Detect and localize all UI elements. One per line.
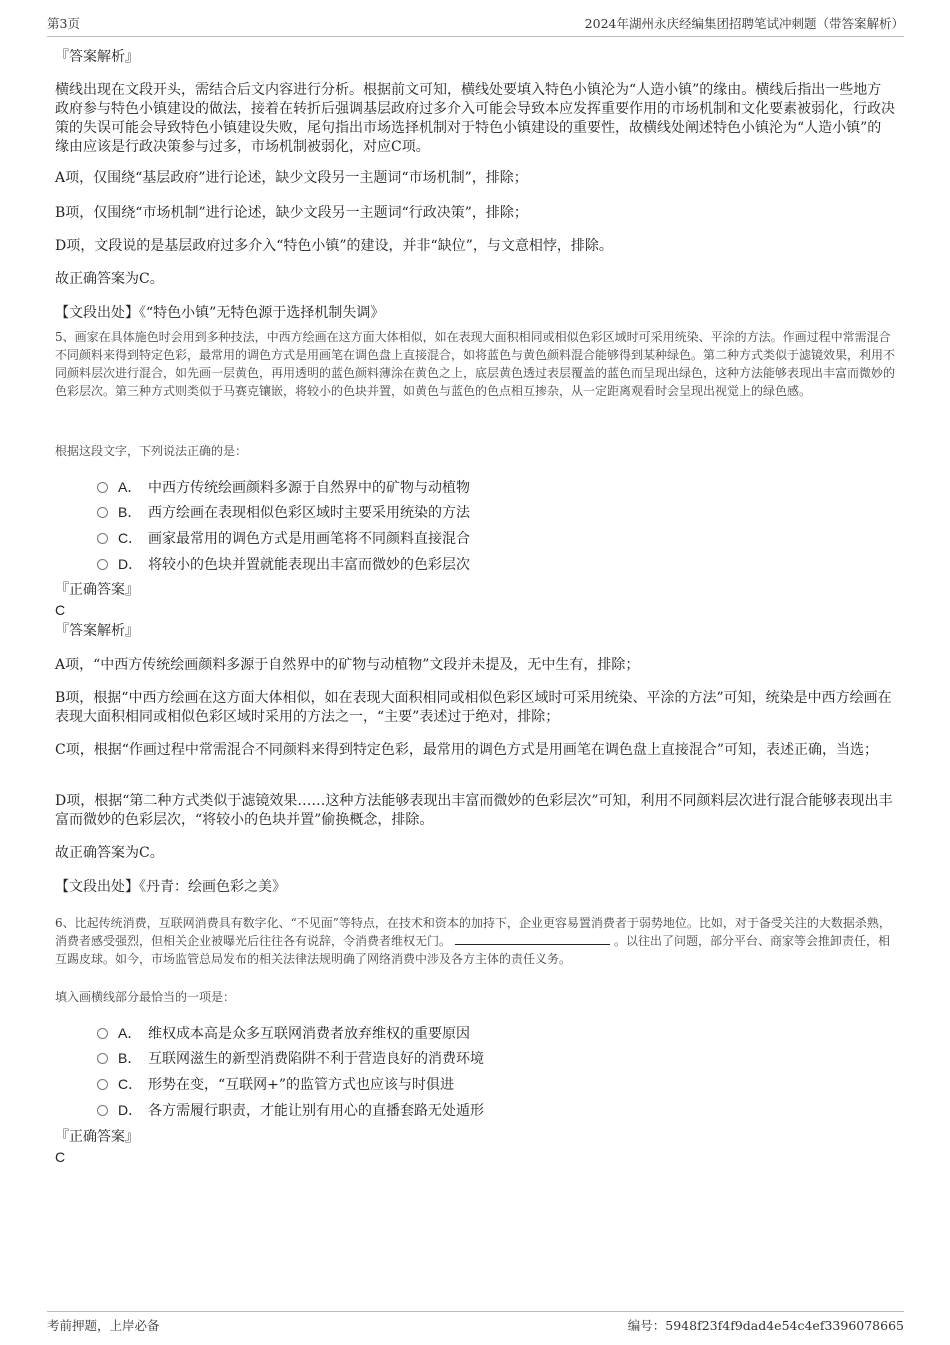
radio-button[interactable] [97,482,108,493]
q5-analysis-option-a: A项，“中西方传统绘画颜料多源于自然界中的矿物与动植物”文段并未提及，无中生有，排除； [55,657,640,673]
q5-analysis-option-d: D项，根据“第二种方式类似于滤镜效果……这种方法能够表现出丰富而微妙的色彩层次”可知，利用不同颜料层次进行混合能够表现出丰富而微妙的色彩层次，“将较小的色块并置”偷换概念，排除。 [55,793,893,828]
page-footer [47,1311,904,1338]
q4-analysis-option-a: A项，仅围绕“基层政府”进行论述，缺少文段另一主题词“市场机制”，排除； [55,170,528,186]
q6-question: 填入画横线部分最恰当的一项是： [55,990,236,1004]
q6-option-c[interactable]: C． 形势在变，“互联网+”的监管方式也应该与时俱进 [97,1074,454,1094]
q5-conclusion: 故正确答案为C。 [55,845,164,861]
option-text: 维权成本高是众多互联网消费者放弃维权的重要原因 [148,1026,470,1042]
q6-stem: 6、比起传统消费，互联网消费具有数字化、“不见面”等特点，在技术和资本的加持下，企业更容易置消费者于弱势地位。比如，对于备受关注的大数据杀熟，消费者感受强烈，但相关企业被曝光后往往各有说辞，令消费者维权无门。 。以往出了问题，部分平台、商家等会推卸责任，相互踢皮球。如今，市场监管总局发布的相关法律法规明确了网络消费中涉及各方主体的责任义务。 [55,916,891,966]
radio-button[interactable] [97,559,108,570]
q5-option-a[interactable]: A． 中西方传统绘画颜料多源于自然界中的矿物与动植物 [97,477,470,497]
radio-button[interactable] [97,1053,108,1064]
radio-button[interactable] [97,533,108,544]
q4-source: 【文段出处】《“特色小镇”无特色源于选择机制失调》 [55,305,385,321]
q5-source: 【文段出处】《丹青：绘画色彩之美》 [55,879,286,895]
document-title: 2024年湖州永庆经编集团招聘笔试冲刺题（带答案解析） [584,16,904,31]
radio-button[interactable] [97,1028,108,1039]
q5-option-b[interactable]: B． 西方绘画在表现相似色彩区域时主要采用统染的方法 [97,502,470,522]
radio-button[interactable] [97,1079,108,1090]
q4-analysis-paragraph: 横线出现在文段开头，需结合后文内容进行分析。根据前文可知，横线处要填入特色小镇沦为“人造小镇”的缘由。横线后指出一些地方政府参与特色小镇建设的做法，接着在转折后强调基层政府过多介入可能会导致本应发挥重要作用的市场机制和文化要素被弱化，行政决策的失误可能会导致特色小镇建设失败，尾句指出市场选择机制对于特色小镇建设的重要性，故横线处阐述特色小镇沦为“人造小镇”的缘由应该是行政决策参与过多，市场机制被弱化，对应C项。 [55,82,895,155]
q5-analysis-title: 『答案解析』 [55,623,139,639]
page-number: 第3页 [47,16,80,31]
q4-analysis-option-b: B项，仅围绕“市场机制”进行论述，缺少文段另一主题词“行政决策”，排除； [55,205,528,221]
q5-answer-title: 『正确答案』 [55,582,139,598]
footer-slogan: 考前押题，上岸必备 [47,1318,160,1333]
option-text: 西方绘画在表现相似色彩区域时主要采用统染的方法 [148,505,470,521]
q6-option-b[interactable]: B． 互联网滋生的新型消费陷阱不利于营造良好的消费环境 [97,1048,484,1068]
radio-button[interactable] [97,1105,108,1116]
q4-conclusion: 故正确答案为C。 [55,271,164,287]
q5-stem: 5、画家在具体施色时会用到多种技法，中西方绘画在这方面大体相似，如在表现大面积相同或相似色彩区域时可采用统染、平涂的方法。作画过程中常需混合不同颜料来得到特定色彩，最常用的调色方式是用画笔在调色盘上直接混合，如将蓝色与黄色颜料混合能够得到某种绿色。第二种方式类似于滤镜效果，利用不同颜料层次进行混合，如先画一层黄色，再用透明的蓝色颜料薄涂在黄色之上，底层黄色透过表层覆盖的蓝色而呈现出绿色，这种方法能够表现出丰富而微妙的色彩层次。第三种方式则类似于马赛克镶嵌，将较小的色块并置，如黄色与蓝色的色点相互掺杂，从一定距离观看时会呈现出视觉上的绿色感。 [55,330,896,398]
option-text: 各方需履行职责，才能让别有用心的直播套路无处遁形 [148,1103,484,1119]
fill-blank [455,932,610,945]
option-text: 形势在变，“互联网+”的监管方式也应该与时俱进 [148,1077,455,1093]
q5-analysis-option-b: B项，根据“中西方绘画在这方面大体相似，如在表现大面积相同或相似色彩区域时可采用统染、平涂的方法”可知，统染是中西方绘画在表现大面积相同或相似色彩区域时采用的方法之一，“主要”表述过于绝对，排除； [55,690,892,725]
q6-option-a[interactable]: A． 维权成本高是众多互联网消费者放弃维权的重要原因 [97,1023,470,1043]
q4-analysis-option-d: D项，文段说的是基层政府过多介入“特色小镇”的建设，并非“缺位”，与文意相悖，排除。 [55,238,613,254]
q5-question: 根据这段文字，下列说法正确的是： [55,444,248,458]
document-id: 编号：5948f23f4f9dad4e54c4ef3396078665 [627,1318,904,1333]
q6-answer: C [55,1149,66,1165]
page-header [47,14,904,37]
option-text: 中西方传统绘画颜料多源于自然界中的矿物与动植物 [148,480,470,496]
option-text: 画家最常用的调色方式是用画笔将不同颜料直接混合 [148,531,470,547]
radio-button[interactable] [97,507,108,518]
q6-answer-title: 『正确答案』 [55,1129,139,1145]
q5-option-c[interactable]: C． 画家最常用的调色方式是用画笔将不同颜料直接混合 [97,528,470,548]
q5-analysis-option-c: C项，根据“作画过程中常需混合不同颜料来得到特定色彩，最常用的调色方式是用画笔在调色盘上直接混合”可知，表述正确，当选； [55,742,879,758]
q5-answer: C [55,602,66,618]
option-text: 将较小的色块并置就能表现出丰富而微妙的色彩层次 [148,557,470,573]
q6-option-d[interactable]: D． 各方需履行职责，才能让别有用心的直播套路无处遁形 [97,1100,484,1120]
option-text: 互联网滋生的新型消费陷阱不利于营造良好的消费环境 [148,1051,484,1067]
q4-analysis-title: 『答案解析』 [55,49,139,65]
q5-option-d[interactable]: D． 将较小的色块并置就能表现出丰富而微妙的色彩层次 [97,554,470,574]
